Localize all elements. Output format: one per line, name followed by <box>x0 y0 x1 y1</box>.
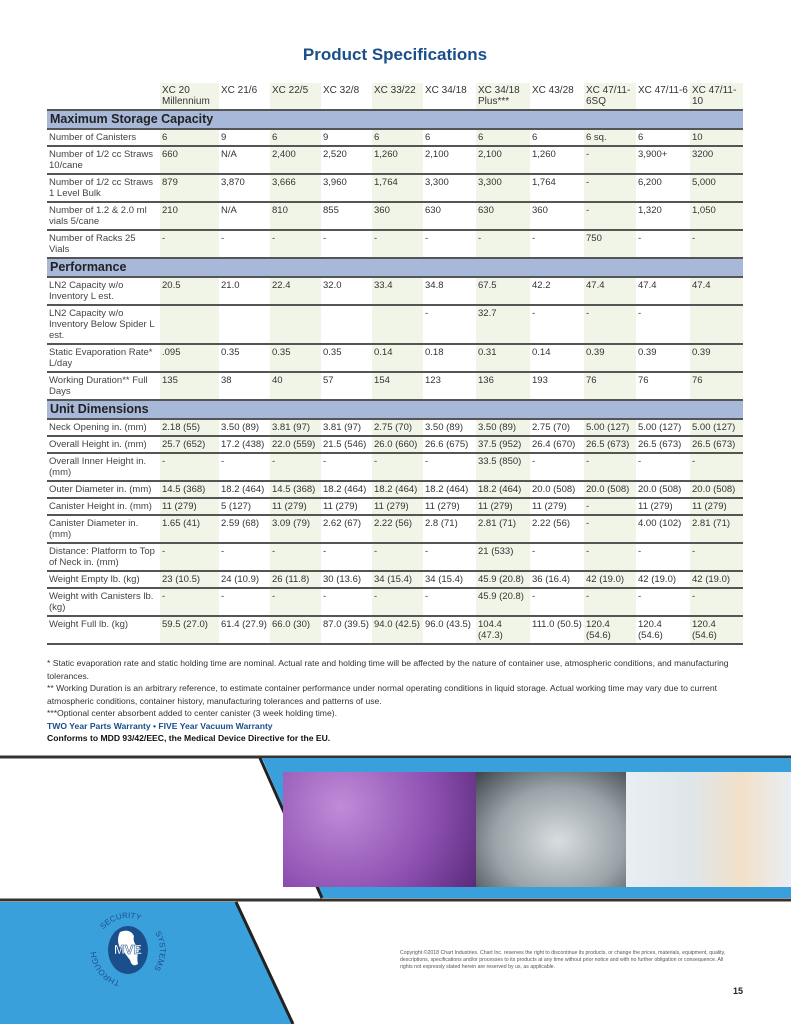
table-cell: 47.4 <box>584 277 636 305</box>
table-cell: 6 <box>636 129 690 146</box>
table-cell: 76 <box>584 372 636 400</box>
table-cell: - <box>423 543 476 571</box>
table-cell: - <box>584 305 636 344</box>
section-title: Unit Dimensions <box>47 400 743 419</box>
row-label: Distance: Platform to Top of Neck in. (mm) <box>47 543 160 571</box>
table-row <box>47 571 743 588</box>
table-cell <box>219 305 270 344</box>
table-cell: 210 <box>160 202 219 230</box>
table-cell: 3200 <box>690 146 743 174</box>
column-header: XC 43/28 <box>530 83 584 110</box>
table-cell: 5,000 <box>690 174 743 202</box>
table-cell: 5.00 (127) <box>584 419 636 436</box>
table-cell: 0.35 <box>219 344 270 372</box>
table-cell: - <box>372 453 423 481</box>
table-cell: - <box>423 305 476 344</box>
table-cell: - <box>584 453 636 481</box>
footnote-3: ***Optional center absorbent added to center canister (3 week holding time). <box>47 708 337 718</box>
table-cell: 42.2 <box>530 277 584 305</box>
table-cell: 18.2 (464) <box>476 481 530 498</box>
table-cell: - <box>321 543 372 571</box>
table-cell: 11 (279) <box>160 498 219 515</box>
table-cell: 6,200 <box>636 174 690 202</box>
table-row <box>47 588 743 616</box>
table-cell: 0.39 <box>584 344 636 372</box>
table-cell: 47.4 <box>636 277 690 305</box>
lab-scientists-photo <box>626 772 791 887</box>
table-cell: 32.0 <box>321 277 372 305</box>
table-cell: 6 <box>476 129 530 146</box>
logo-text: MVE <box>113 942 143 957</box>
row-label: Weight Full lb. (kg) <box>47 616 160 644</box>
table-cell: 33.5 (850) <box>476 453 530 481</box>
table-cell: 24 (10.9) <box>219 571 270 588</box>
table-cell: 630 <box>423 202 476 230</box>
table-cell: - <box>160 230 219 258</box>
row-label: LN2 Capacity w/o Inventory Below Spider L est. <box>47 305 160 344</box>
table-cell: 135 <box>160 372 219 400</box>
table-cell: - <box>584 543 636 571</box>
table-cell: - <box>530 453 584 481</box>
table-cell: 26.0 (660) <box>372 436 423 453</box>
table-cell: 0.35 <box>270 344 321 372</box>
table-cell: - <box>372 230 423 258</box>
table-cell: 120.4 (54.6) <box>690 616 743 644</box>
table-cell: 6 <box>372 129 423 146</box>
table-cell: 750 <box>584 230 636 258</box>
table-cell: - <box>530 543 584 571</box>
table-cell: 3.09 (79) <box>270 515 321 543</box>
table-cell: 11 (279) <box>321 498 372 515</box>
table-cell: - <box>321 453 372 481</box>
table-cell: 0.39 <box>690 344 743 372</box>
table-row <box>47 436 743 453</box>
table-cell: - <box>423 230 476 258</box>
table-cell: 21.5 (546) <box>321 436 372 453</box>
table-cell: - <box>636 543 690 571</box>
table-cell: N/A <box>219 146 270 174</box>
table-cell: 6 sq. <box>584 129 636 146</box>
table-cell: 193 <box>530 372 584 400</box>
table-cell: - <box>636 230 690 258</box>
section-title: Maximum Storage Capacity <box>47 110 743 129</box>
table-cell: 10 <box>690 129 743 146</box>
table-cell: 11 (279) <box>476 498 530 515</box>
table-cell: 3.50 (89) <box>423 419 476 436</box>
table-cell: .095 <box>160 344 219 372</box>
table-cell: 111.0 (50.5) <box>530 616 584 644</box>
table-cell: 136 <box>476 372 530 400</box>
table-cell: 18.2 (464) <box>372 481 423 498</box>
table-cell <box>321 305 372 344</box>
copyright-text: Copyright ©2018 Chart Industries. Chart Inc. reserves the right to discontinue its products, or change the prices, materials, equipment, quality, descriptions, specifications and/or processes to its products at any time without prior notice and with no further obligation or consequence. All rights not expressly stated herein are reserved by us, as applicable. <box>400 950 726 970</box>
column-header: XC 21/6 <box>219 83 270 110</box>
table-cell: 34 (15.4) <box>423 571 476 588</box>
table-cell: 3,666 <box>270 174 321 202</box>
section-header <box>47 110 743 129</box>
page-title: Product Specifications <box>302 45 488 64</box>
table-row <box>47 543 743 571</box>
table-cell: 2.8 (71) <box>423 515 476 543</box>
table-cell: 2.62 (67) <box>321 515 372 543</box>
table-cell: 2,520 <box>321 146 372 174</box>
table-cell: 6 <box>530 129 584 146</box>
table-row <box>47 453 743 481</box>
table-row <box>47 277 743 305</box>
table-cell: 26.5 (673) <box>636 436 690 453</box>
column-header: XC 47/11-6SQ <box>584 83 636 110</box>
column-header: XC 47/11-6 <box>636 83 690 110</box>
header-row <box>47 83 743 110</box>
conformity-text: Conforms to MDD 93/42/EEC, the Medical Device Directive for the EU. <box>47 733 331 743</box>
table-cell: - <box>636 305 690 344</box>
table-cell: 120.4 (54.6) <box>584 616 636 644</box>
table-cell: 20.0 (508) <box>636 481 690 498</box>
table-cell: 120.4 (54.6) <box>636 616 690 644</box>
table-row <box>47 372 743 400</box>
row-label: Static Evaporation Rate* L/day <box>47 344 160 372</box>
table-cell: - <box>321 230 372 258</box>
table-cell <box>372 305 423 344</box>
table-cell: 23 (10.5) <box>160 571 219 588</box>
row-label: Number of Canisters <box>47 129 160 146</box>
table-cell: 45.9 (20.8) <box>476 588 530 616</box>
table-cell: 20.5 <box>160 277 219 305</box>
table-cell: 2,100 <box>423 146 476 174</box>
table-cell: - <box>584 515 636 543</box>
table-cell: 76 <box>690 372 743 400</box>
table-cell: - <box>219 588 270 616</box>
table-cell: - <box>160 453 219 481</box>
section-header <box>47 258 743 277</box>
table-cell: 1,260 <box>530 146 584 174</box>
row-label: Weight Empty lb. (kg) <box>47 571 160 588</box>
table-cell <box>270 305 321 344</box>
table-cell: 18.2 (464) <box>219 481 270 498</box>
table-row <box>47 616 743 644</box>
table-cell: 0.18 <box>423 344 476 372</box>
table-cell: - <box>530 230 584 258</box>
table-cell: 1,320 <box>636 202 690 230</box>
column-header: XC 20 Millennium <box>160 83 219 110</box>
table-cell: 0.39 <box>636 344 690 372</box>
table-cell: 94.0 (42.5) <box>372 616 423 644</box>
table-cell: 45.9 (20.8) <box>476 571 530 588</box>
table-cell: - <box>219 543 270 571</box>
section-header <box>47 400 743 419</box>
table-cell: - <box>530 305 584 344</box>
table-cell: 21.0 <box>219 277 270 305</box>
table-cell: N/A <box>219 202 270 230</box>
table-cell: 42 (19.0) <box>636 571 690 588</box>
table-cell: 40 <box>270 372 321 400</box>
table-row <box>47 230 743 258</box>
table-cell: 6 <box>160 129 219 146</box>
table-cell: 3.50 (89) <box>476 419 530 436</box>
table-cell: 3,870 <box>219 174 270 202</box>
table-cell: - <box>270 588 321 616</box>
table-cell: 36 (16.4) <box>530 571 584 588</box>
table-cell: - <box>690 453 743 481</box>
table-cell: 61.4 (27.9) <box>219 616 270 644</box>
footnote-2: ** Working Duration is an arbitrary reference, to estimate container performance under normal operating conditions in liquid storage. Actual working time may vary due to current atmospheric conditions, container history, manufacturing tolerances and patterns of use. <box>47 683 718 706</box>
table-cell: 11 (279) <box>636 498 690 515</box>
table-cell: 660 <box>160 146 219 174</box>
column-header: XC 47/11-10 <box>690 83 743 110</box>
table-cell: 14.5 (368) <box>270 481 321 498</box>
table-cell: 3.81 (97) <box>321 419 372 436</box>
table-cell: - <box>270 453 321 481</box>
table-cell: 22.0 (559) <box>270 436 321 453</box>
table-cell: 360 <box>372 202 423 230</box>
table-cell: 18.2 (464) <box>321 481 372 498</box>
column-header: XC 33/22 <box>372 83 423 110</box>
table-cell: 20.0 (508) <box>690 481 743 498</box>
table-cell: - <box>160 588 219 616</box>
table-cell: 34 (15.4) <box>372 571 423 588</box>
row-label: Working Duration** Full Days <box>47 372 160 400</box>
table-cell: 11 (279) <box>372 498 423 515</box>
table-cell: 5.00 (127) <box>690 419 743 436</box>
table-cell: - <box>584 202 636 230</box>
table-cell: 47.4 <box>690 277 743 305</box>
column-header: XC 22/5 <box>270 83 321 110</box>
table-cell: - <box>584 588 636 616</box>
table-cell: 87.0 (39.5) <box>321 616 372 644</box>
table-cell: - <box>636 588 690 616</box>
table-cell: - <box>690 588 743 616</box>
table-cell: 37.5 (952) <box>476 436 530 453</box>
table-cell: 66.0 (30) <box>270 616 321 644</box>
table-cell: - <box>321 588 372 616</box>
row-label: Overall Height in. (mm) <box>47 436 160 453</box>
cell-microscopy-photo <box>283 772 476 887</box>
table-cell: 2.59 (68) <box>219 515 270 543</box>
table-cell: 2,400 <box>270 146 321 174</box>
table-cell: 2.81 (71) <box>690 515 743 543</box>
table-cell: 2.75 (70) <box>372 419 423 436</box>
row-label: LN2 Capacity w/o Inventory L est. <box>47 277 160 305</box>
table-cell: 26.5 (673) <box>584 436 636 453</box>
table-cell: 2,100 <box>476 146 530 174</box>
table-cell <box>160 305 219 344</box>
table-cell: 123 <box>423 372 476 400</box>
table-cell: 42 (19.0) <box>584 571 636 588</box>
table-row <box>47 129 743 146</box>
row-label: Number of 1/2 cc Straws 1 Level Bulk <box>47 174 160 202</box>
table-cell: - <box>372 543 423 571</box>
footnote-1: * Static evaporation rate and static holding time are nominal. Actual rate and holding time will be affected by the nature of container use, atmospheric conditions, and manufacturing tolerances. <box>47 658 729 681</box>
table-cell: 30 (13.6) <box>321 571 372 588</box>
column-header: XC 34/18 Plus*** <box>476 83 530 110</box>
table-cell: 20.0 (508) <box>530 481 584 498</box>
table-row <box>47 498 743 515</box>
table-cell: 21 (533) <box>476 543 530 571</box>
row-label: Canister Height in. (mm) <box>47 498 160 515</box>
table-cell: - <box>584 146 636 174</box>
main-content <box>47 44 747 745</box>
table-cell: 18.2 (464) <box>423 481 476 498</box>
table-cell: 76 <box>636 372 690 400</box>
table-cell: - <box>160 543 219 571</box>
table-cell: 2.22 (56) <box>372 515 423 543</box>
table-cell: 360 <box>530 202 584 230</box>
table-cell: 1,764 <box>372 174 423 202</box>
table-cell: - <box>690 543 743 571</box>
table-cell: 22.4 <box>270 277 321 305</box>
cryo-container-photo <box>476 772 626 887</box>
row-label: Overall Inner Height in. (mm) <box>47 453 160 481</box>
table-cell: 6 <box>423 129 476 146</box>
table-cell: - <box>219 230 270 258</box>
table-cell: 104.4 (47.3) <box>476 616 530 644</box>
table-cell: 3.50 (89) <box>219 419 270 436</box>
table-cell: 26 (11.8) <box>270 571 321 588</box>
column-header: XC 32/8 <box>321 83 372 110</box>
table-row <box>47 146 743 174</box>
spec-table <box>47 83 743 645</box>
mve-logo <box>88 910 168 990</box>
table-cell: 855 <box>321 202 372 230</box>
table-cell: 26.4 (670) <box>530 436 584 453</box>
table-cell: 2.18 (55) <box>160 419 219 436</box>
table-cell: 57 <box>321 372 372 400</box>
table-cell: 42 (19.0) <box>690 571 743 588</box>
corner-cell <box>47 83 160 110</box>
table-cell: 59.5 (27.0) <box>160 616 219 644</box>
table-cell: 5.00 (127) <box>636 419 690 436</box>
table-cell: 3,300 <box>423 174 476 202</box>
table-cell: 879 <box>160 174 219 202</box>
table-cell: - <box>423 588 476 616</box>
table-row <box>47 202 743 230</box>
table-cell: 3.81 (97) <box>270 419 321 436</box>
table-cell: 3,300 <box>476 174 530 202</box>
svg-text:SYSTEMS: SYSTEMS <box>152 929 168 973</box>
table-cell: 0.14 <box>530 344 584 372</box>
table-cell: 96.0 (43.5) <box>423 616 476 644</box>
row-label: Neck Opening in. (mm) <box>47 419 160 436</box>
row-label: Canister Diameter in. (mm) <box>47 515 160 543</box>
table-cell: 3,960 <box>321 174 372 202</box>
table-cell: - <box>530 588 584 616</box>
table-cell: 1,260 <box>372 146 423 174</box>
table-cell: 38 <box>219 372 270 400</box>
table-cell: - <box>476 230 530 258</box>
table-cell: 11 (279) <box>423 498 476 515</box>
warranty-text: TWO Year Parts Warranty • FIVE Year Vacuum Warranty <box>47 720 273 731</box>
table-cell: 630 <box>476 202 530 230</box>
row-label: Outer Diameter in. (mm) <box>47 481 160 498</box>
table-cell: 11 (279) <box>530 498 584 515</box>
table-cell: 11 (279) <box>270 498 321 515</box>
svg-text:THROUGH: THROUGH <box>89 951 121 988</box>
table-cell: 26.5 (673) <box>690 436 743 453</box>
table-cell: 6 <box>270 129 321 146</box>
table-cell: - <box>584 498 636 515</box>
table-row <box>47 344 743 372</box>
svg-text:SECURITY: SECURITY <box>98 910 143 931</box>
table-cell: 1,050 <box>690 202 743 230</box>
row-label: Number of 1.2 & 2.0 ml vials 5/cane <box>47 202 160 230</box>
table-cell: 34.8 <box>423 277 476 305</box>
table-cell: 0.14 <box>372 344 423 372</box>
table-cell: - <box>423 453 476 481</box>
table-cell <box>690 305 743 344</box>
table-row <box>47 481 743 498</box>
table-cell: 0.31 <box>476 344 530 372</box>
table-cell: - <box>270 543 321 571</box>
table-cell: 9 <box>219 129 270 146</box>
table-cell: 2.81 (71) <box>476 515 530 543</box>
table-row <box>47 515 743 543</box>
table-cell: - <box>584 174 636 202</box>
table-cell: 67.5 <box>476 277 530 305</box>
table-cell: 32.7 <box>476 305 530 344</box>
table-cell: 17.2 (438) <box>219 436 270 453</box>
table-cell: 810 <box>270 202 321 230</box>
table-cell: 14.5 (368) <box>160 481 219 498</box>
section-title: Performance <box>47 258 743 277</box>
footnotes <box>47 657 747 745</box>
table-cell: 154 <box>372 372 423 400</box>
table-cell: 5 (127) <box>219 498 270 515</box>
table-cell: 11 (279) <box>690 498 743 515</box>
page-number: 15 <box>733 986 744 996</box>
table-cell: 1,764 <box>530 174 584 202</box>
table-cell: 9 <box>321 129 372 146</box>
row-label: Number of Racks 25 Vials <box>47 230 160 258</box>
table-cell: 1.65 (41) <box>160 515 219 543</box>
column-header: XC 34/18 <box>423 83 476 110</box>
table-cell: - <box>372 588 423 616</box>
table-row <box>47 174 743 202</box>
table-cell: - <box>270 230 321 258</box>
row-label: Weight with Canisters lb. (kg) <box>47 588 160 616</box>
table-cell: 26.6 (675) <box>423 436 476 453</box>
table-cell: 2.75 (70) <box>530 419 584 436</box>
table-cell: - <box>219 453 270 481</box>
table-cell: - <box>636 453 690 481</box>
table-cell: 4.00 (102) <box>636 515 690 543</box>
table-cell: 3,900+ <box>636 146 690 174</box>
table-cell: 25.7 (652) <box>160 436 219 453</box>
table-cell: 20.0 (508) <box>584 481 636 498</box>
table-row <box>47 419 743 436</box>
row-label: Number of 1/2 cc Straws 10/cane <box>47 146 160 174</box>
table-cell: 2.22 (56) <box>530 515 584 543</box>
table-cell: - <box>690 230 743 258</box>
table-cell: 33.4 <box>372 277 423 305</box>
table-row <box>47 305 743 344</box>
table-cell: 0.35 <box>321 344 372 372</box>
